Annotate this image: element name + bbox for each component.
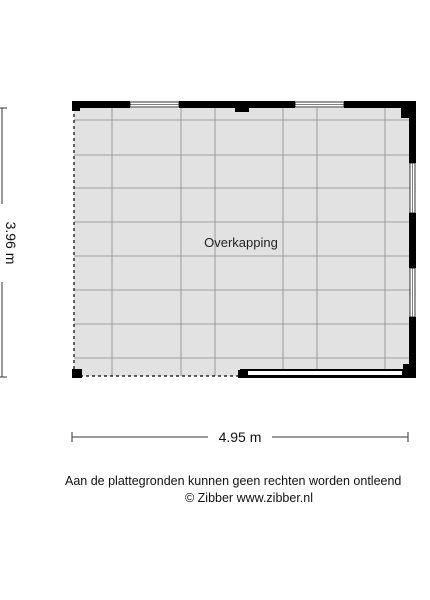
- copyright-text: © Zibber www.zibber.nl: [184, 491, 313, 505]
- depth-dimension: [0, 108, 19, 377]
- right-window-2: [410, 268, 415, 317]
- pillar: [403, 364, 416, 378]
- wall-segment: [72, 101, 130, 108]
- wall-segment: [409, 213, 416, 268]
- pillar: [235, 101, 249, 112]
- pillar: [72, 369, 82, 378]
- right-wall: [409, 101, 416, 378]
- top-window-1: [130, 102, 179, 107]
- width-label: 4.95 m: [218, 429, 262, 445]
- wall-segment: [409, 101, 416, 163]
- pillar: [72, 101, 80, 111]
- disclaimer-text: Aan de plattegronden kunnen geen rechten worden ontleend: [65, 474, 402, 488]
- top-window-2: [295, 102, 344, 107]
- room-label: Overkapping: [204, 235, 278, 250]
- wall-inner-opening: [248, 371, 402, 375]
- width-dimension: [72, 429, 408, 445]
- depth-label: 3.96 m: [3, 221, 19, 265]
- right-window-1: [410, 163, 415, 213]
- pillar: [238, 370, 247, 378]
